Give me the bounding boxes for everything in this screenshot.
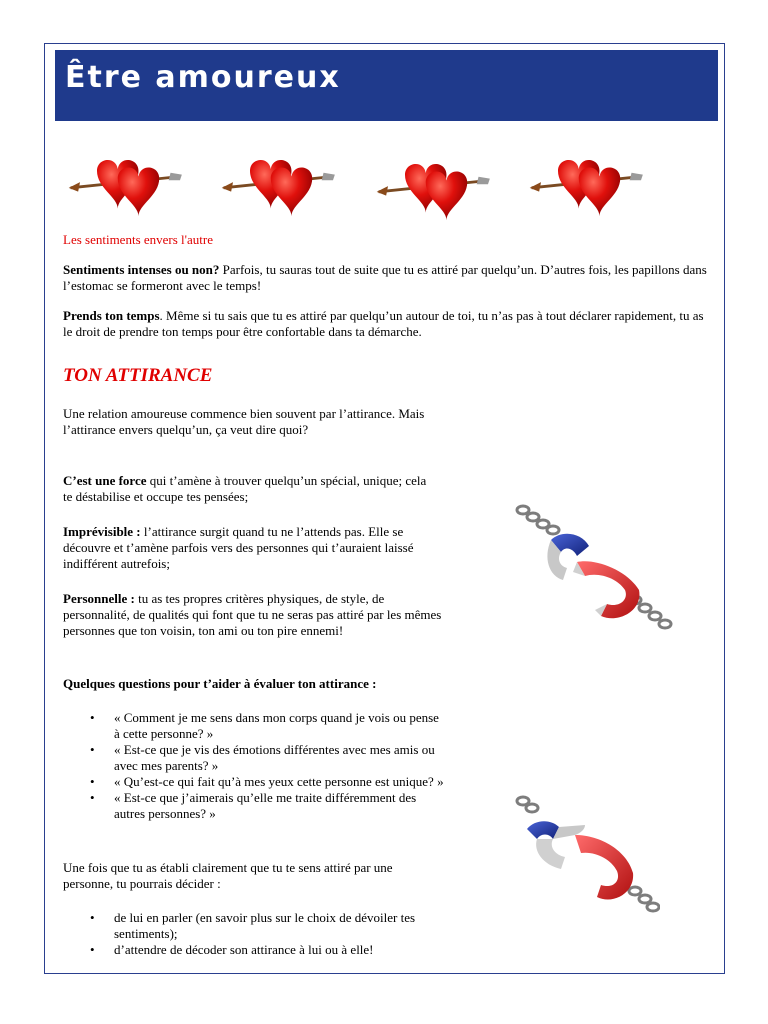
chained-magnet-icon — [515, 795, 660, 917]
list-item: • « Comment je me sens dans mon corps quand je vois ou pense à cette personne? » — [90, 710, 445, 742]
hearts-decoration-row — [0, 152, 768, 222]
hearts-with-arrow-icon — [218, 152, 348, 218]
force-bold: C’est une force — [63, 473, 147, 488]
title-banner — [55, 50, 718, 121]
intro-p2-text: . Même si tu sais que tu es attiré par quelqu’un autour de toi, tu n’as pas à tout déclarer rapidement, tu as le droit de prendre ton temps pour être confortable dans ta démarche. — [63, 308, 704, 339]
imprevisible-bold: Imprévisible : — [63, 524, 141, 539]
decide-intro: Une fois que tu as établi clairement que tu te sens attiré par une personne, tu pourrais décider : — [63, 860, 393, 891]
hearts-with-arrow-icon — [65, 152, 195, 218]
questions-heading: Quelques questions pour t’aider à évaluer ton attirance : — [63, 676, 377, 691]
attirance-imprevisible — [63, 524, 433, 572]
hearts-with-arrow-icon — [373, 156, 503, 222]
list-item: • « Est-ce que j’aimerais qu’elle me traite différemment des autres personnes? » — [90, 790, 445, 822]
imprevisible-text: l’attirance surgit quand tu ne l’attends pas. Elle se découvre et t’amène parfois vers des personnes qui t’auraient laissé indifférent autrefois; — [63, 524, 414, 571]
personnelle-text: tu as tes propres critères physiques, de style, de personnalité, de qualités qui font que tu ne seras pas attiré par les mêmes personnes que ton voisin, ton ami ou ton pire ennemi! — [63, 591, 442, 638]
attirance-personnelle — [63, 591, 443, 639]
chained-magnet-icon — [515, 500, 673, 640]
hearts-with-arrow-icon — [526, 152, 656, 218]
list-item: • « Est-ce que je vis des émotions différentes avec mes amis ou avec mes parents? » — [90, 742, 445, 774]
page-title: Être amoureux — [65, 60, 341, 95]
section-heading-attirance: TON ATTIRANCE — [63, 365, 213, 386]
attirance-force — [63, 473, 433, 505]
intro-paragraph-1 — [63, 262, 713, 294]
decisions-list — [90, 910, 430, 958]
intro-paragraph-2 — [63, 308, 713, 340]
list-item: • de lui en parler (en savoir plus sur le choix de dévoiler tes sentiments); — [90, 910, 430, 942]
questions-list — [90, 710, 445, 822]
intro-heading: Les sentiments envers l'autre — [63, 232, 213, 247]
attirance-intro: Une relation amoureuse commence bien souvent par l’attirance. Mais l’attirance envers quelqu’un, ça veut dire quoi? — [63, 406, 425, 437]
intro-p1-bold: Sentiments intenses ou non? — [63, 262, 220, 277]
list-item: • d’attendre de décoder son attirance à lui ou à elle! — [90, 942, 430, 958]
intro-p2-bold: Prends ton temps — [63, 308, 160, 323]
intro-p1-text: Parfois, tu sauras tout de suite que tu es attiré par quelqu’un. D’autres fois, les papillons dans l’estomac se formeront avec le temps! — [63, 262, 707, 293]
force-text: qui t’amène à trouver quelqu’un spécial, unique; cela te déstabilise et occupe tes pensées; — [63, 473, 427, 504]
list-item: • « Qu’est-ce qui fait qu’à mes yeux cette personne est unique? » — [90, 774, 445, 790]
personnelle-bold: Personnelle : — [63, 591, 135, 606]
